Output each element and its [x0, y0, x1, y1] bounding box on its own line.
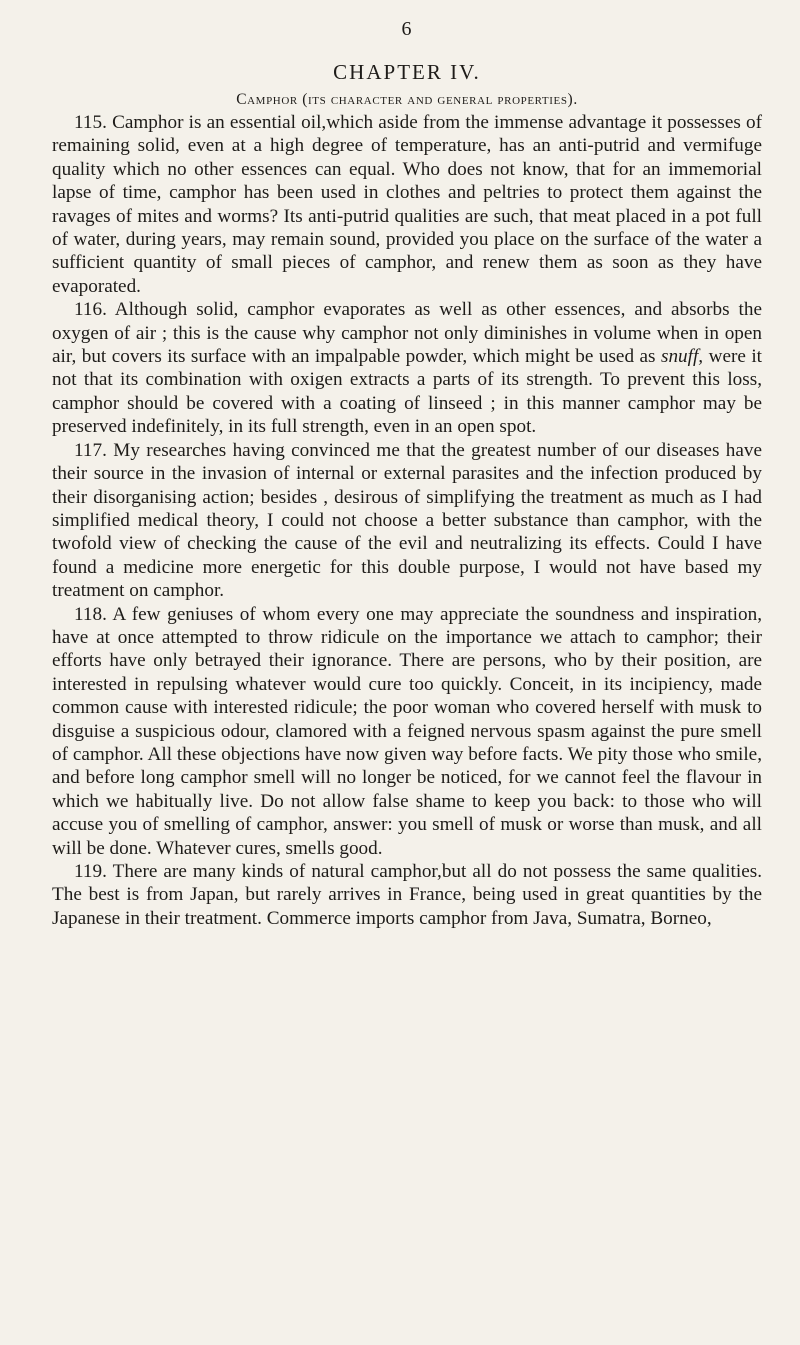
paragraph-text: There are many kinds of natural camphor,but all do not possess the same qualities. The best is from Japan, but rarely arrives in France, being used in great quantities by the Japanese in their treatment. Commerce imports camphor from Java, Sumatra, Borneo,: [52, 861, 762, 929]
paragraph-text: Camphor is an essential oil,which aside from the immense advantage it possesses of remaining solid, even at a high degree of temperature, has an anti-putrid and vermifuge quality which no other essences can equal. Who does not know, that for an immemorial lapse of time, camphor has been used in clothes and peltries to protect them against the ravages of mites and worms? Its anti-putrid qualities are such, that meat placed in a pot full of water, during years, may remain sound, provided you place on the surface of the water a sufficient quantity of small pieces of camphor, and renew them as soon as they have evaporated.: [52, 112, 762, 297]
paragraph-117: [52, 439, 762, 603]
chapter-title: CHAPTER IV.: [333, 60, 481, 84]
paragraph-118: [52, 603, 762, 860]
paragraph-number: 117.: [74, 439, 107, 461]
paragraph-text-continued: were it not that its combination with oxigen extracts a parts of its strength. To prevent this loss, camphor should be covered with a coating of linseed ; in this manner camphor may be preserved indefinitely, in its full strength, even in an open spot.: [52, 346, 763, 438]
page-number: 6: [401, 18, 413, 40]
emphasized-word: snuff,: [660, 346, 704, 368]
paragraph-text: My researches having convinced me that the greatest number of our diseases have their source in the invasion of internal or external parasites and the infection produced by their disorganising action; besides , desirous of simplifying the treatment as much as I had simplified medical theory, I could not choose a better substance than camphor, with the twofold view of checking the cause of the evil and neutralizing its effects. Could I have found a medicine more energetic for this double purpose, I would not have based my treatment on camphor.: [52, 439, 763, 602]
paragraph-number: 115.: [74, 112, 107, 133]
chapter-subtitle: Camphor (its character and general properties).: [236, 91, 578, 108]
paragraph-number: 119.: [74, 861, 107, 882]
paragraph-number: 118.: [74, 603, 107, 625]
paragraph-number: 116.: [74, 299, 107, 321]
paragraph-116: [52, 298, 762, 438]
paragraph-text: Although solid, camphor evaporates as well as other essences, and absorbs the oxygen of air ; this is the cause why camphor not only diminishes in volume when in open air, but covers its surface with an impalpable powder, which might be used as: [52, 299, 762, 368]
paragraph-text: A few geniuses of whom every one may appreciate the soundness and inspiration, have at once attempted to throw ridicule on the importance we attach to camphor; their efforts have only betrayed their ignorance. There are persons, who by their position, are interested in repulsing whatever would cure too quickly. Conceit, in its incipiency, made common cause with interested ridicule; the poor woman who covered herself with musk to disguise a suspicious odour, clamored with a feigned nervous spasm against the pure smell of camphor. All these objections have now given way before facts. We pity those who smile, and before long camphor smell will no longer be noticed, for we cannot feel the flavour in which we habitually live. Do not allow false shame to keep you back: to those who will accuse you of smelling of camphor, answer: you smell of musk or worse than musk, and all will be done. Whatever cures, smells good.: [52, 603, 762, 859]
paragraph-115: [52, 111, 762, 298]
paragraph-119: [52, 860, 762, 930]
